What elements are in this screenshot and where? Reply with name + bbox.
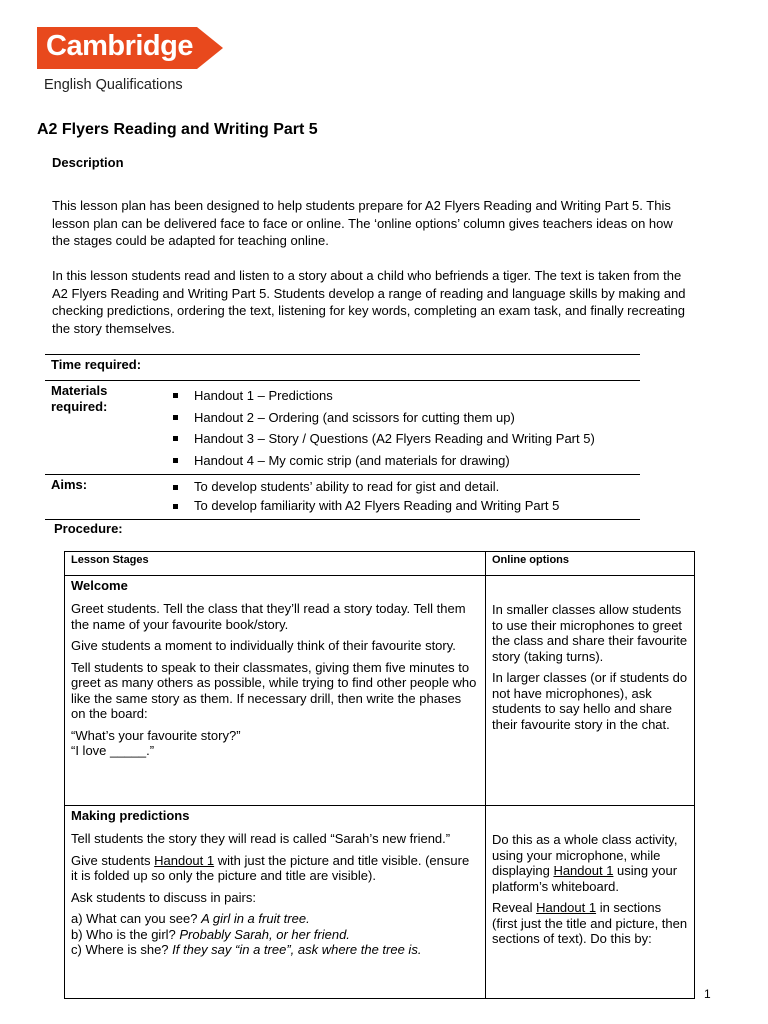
- column-header-online: Online options: [486, 552, 695, 576]
- description-heading: Description: [52, 155, 124, 170]
- time-required-row: [45, 354, 640, 381]
- time-required-label: Time required:: [51, 357, 142, 372]
- handout-link: Handout 1: [536, 900, 597, 915]
- page-number: 1: [704, 987, 711, 1001]
- text-span: using your platform’s whiteboard.: [492, 863, 678, 894]
- answer-text: Probably Sarah, or her friend.: [179, 926, 350, 942]
- stage-text: Tell students the story they will read is called “Sarah’s new friend.”: [71, 831, 451, 846]
- predictions-online-cell: [486, 806, 695, 999]
- materials-list: [172, 385, 595, 471]
- procedure-table: [64, 551, 695, 999]
- question-text: b) Who is the girl?: [71, 926, 180, 942]
- logo-subtitle: English Qualifications: [44, 77, 183, 93]
- aims-row: [45, 474, 640, 520]
- welcome-online-cell: [486, 576, 695, 806]
- aims-list: [172, 477, 559, 515]
- logo-badge: [37, 27, 223, 69]
- online-text: In smaller classes allow students to use their microphones to greet the class and share their favourite story (taking turns).: [492, 602, 688, 664]
- text-span: Reveal: [492, 900, 537, 915]
- handout-link: Handout 1: [154, 852, 215, 868]
- table-header-row: [65, 552, 695, 576]
- predictions-stage-cell: [65, 806, 486, 999]
- cambridge-logo: [37, 27, 223, 93]
- text-span: Give students: [71, 852, 155, 868]
- stage-text: Greet students. Tell the class that they’ll read a story today. Tell them the name of your favourite book/story.: [71, 601, 466, 632]
- question-text: a) What can you see?: [71, 911, 202, 926]
- list-item: Handout 4 – My comic strip (and materials for drawing): [172, 450, 595, 472]
- answer-text: A girl in a fruit tree.: [201, 911, 310, 926]
- table-row: [65, 576, 695, 806]
- welcome-stage-cell: [65, 576, 486, 806]
- stage-text: Give students a moment to individually think of their favourite story.: [71, 638, 456, 653]
- table-row: [65, 806, 695, 999]
- question-b: [71, 927, 479, 943]
- stage-text: “What’s your favourite story?”: [71, 727, 241, 743]
- list-item: To develop students’ ability to read for gist and detail.: [172, 477, 559, 496]
- text-span: with just the picture and title visible. (ensure it is folded up so only the picture and title are visible).: [71, 852, 470, 883]
- description-paragraph-2: In this lesson students read and listen to a story about a child who befriends a tiger. The text is taken from the A2 Flyers Reading and Writing Part 5. Students develop a range of reading and language skills by making and checking predictions, ordering the text, listening for key words, completing an exam task, and finally recreating the story themselves.: [52, 268, 686, 336]
- description-paragraph-1: This lesson plan has been designed to help students prepare for A2 Flyers Reading and Writing Part 5. This lesson plan can be delivered face to face or online. The ‘online options’ column gives teachers ideas on how the stages could be adapted for teaching online.: [52, 198, 673, 249]
- stage-text: Ask students to discuss in pairs:: [71, 889, 256, 905]
- question-text: c) Where is she?: [71, 942, 173, 957]
- online-text: In larger classes (or if students do not have microphones), ask students to say hello and share their favourite story in the chat.: [492, 670, 688, 732]
- procedure-label: Procedure:: [54, 521, 123, 536]
- stage-text: “I love _____.”: [71, 743, 155, 758]
- stage-text: Tell students to speak to their classmates, giving them five minutes to greet as many others as possible, while trying to find other people who like the same story as them. If necessary drill, then write the phases on the board:: [71, 659, 477, 721]
- stage-title-welcome: Welcome: [71, 578, 128, 593]
- list-item: Handout 1 – Predictions: [172, 385, 595, 407]
- stage-text: [71, 853, 479, 884]
- text-span: Do this as a whole class activity, using your microphone, while displaying: [492, 832, 678, 878]
- logo-brand: Cambridge: [46, 30, 193, 62]
- answer-text: If they say “in a tree”, ask where the tree is.: [172, 942, 422, 957]
- page-title: A2 Flyers Reading and Writing Part 5: [37, 121, 318, 138]
- list-item: Handout 2 – Ordering (and scissors for cutting them up): [172, 407, 595, 429]
- materials-label: Materials required:: [51, 383, 108, 414]
- materials-row: [45, 380, 640, 475]
- text-span: in sections (first just the title and picture, then sections of text). Do this by:: [492, 900, 688, 946]
- question-c: [71, 942, 479, 958]
- handout-link: Handout 1: [553, 863, 614, 878]
- online-text: [492, 832, 688, 894]
- list-item: Handout 3 – Story / Questions (A2 Flyers Reading and Writing Part 5): [172, 428, 595, 450]
- column-header-stages: Lesson Stages: [65, 552, 486, 576]
- stage-title-predictions: Making predictions: [71, 808, 190, 823]
- aims-label: Aims:: [51, 477, 88, 492]
- question-a: [71, 911, 479, 927]
- online-text: [492, 900, 688, 947]
- list-item: To develop familiarity with A2 Flyers Reading and Writing Part 5: [172, 496, 559, 515]
